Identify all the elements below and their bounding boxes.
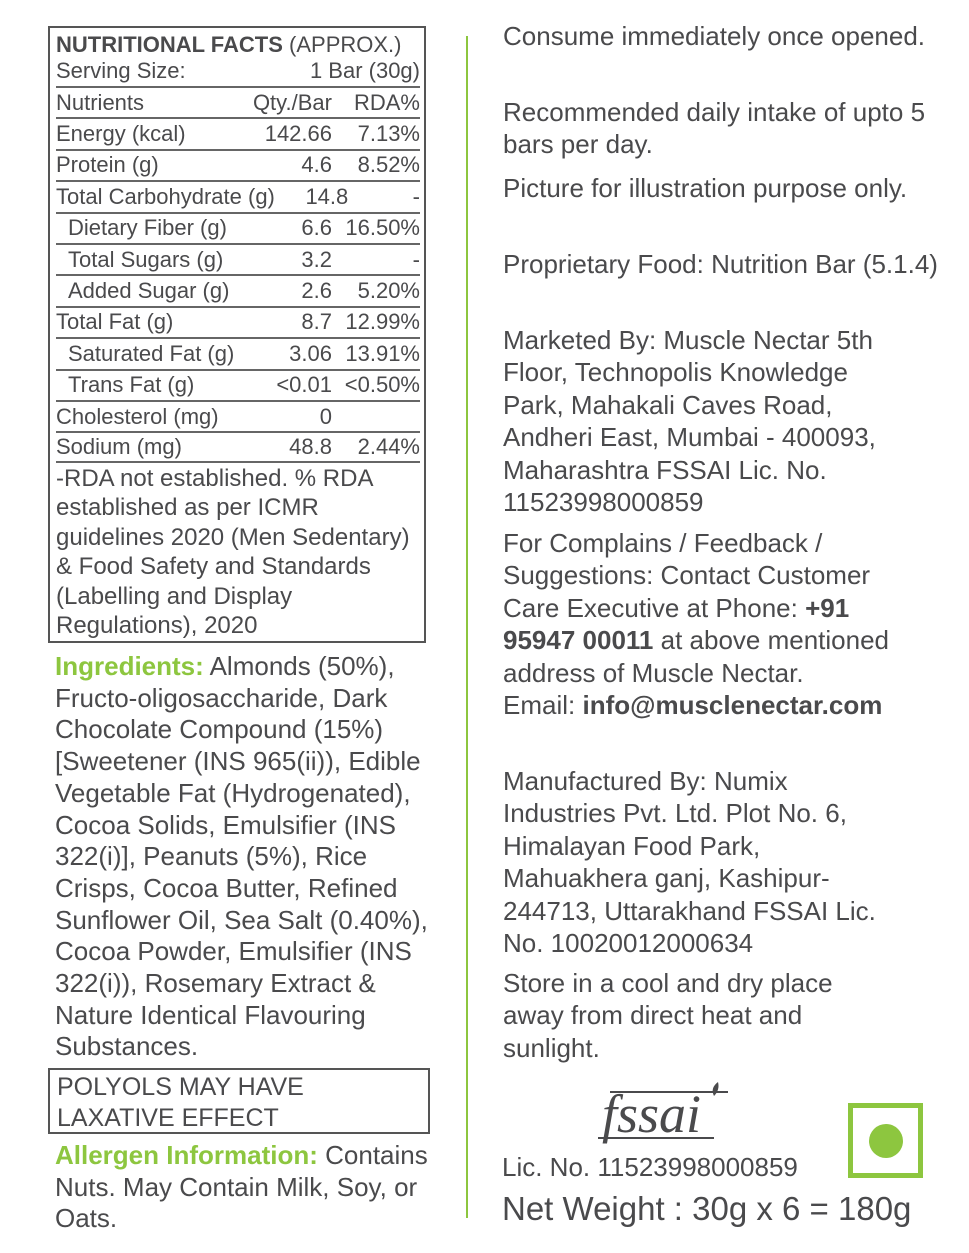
fssai-logo [594, 1080, 734, 1150]
table-header [56, 86, 420, 117]
nutrient-qty: 14.8 [305, 183, 349, 209]
email-address: info@musclenectar.com [582, 690, 883, 721]
table-row [56, 243, 420, 274]
serving-label: Serving Size: [56, 58, 186, 83]
nutrition-facts-table [48, 26, 426, 643]
complaints-info [503, 527, 893, 721]
nutrient-rda: 16.50% [345, 215, 420, 241]
illustration-note: Picture for illustration purpose only. [503, 173, 908, 203]
nutrient-name: Protein (g) [56, 152, 159, 178]
nutrient-rda: 2.44% [357, 433, 420, 459]
ingredients-text: Almonds (50%), Fructo-oligosaccharide, Dark Chocolate Compound (15%) [Sweetener (INS 965(ii)), Edible Vegetable Fat (Hydrogenated), Cocoa Solids, Emulsifier (INS 322(i)], Peanuts (5%), Rice Crisps, Cocoa Butter, Refined Sunflower Oil, Sea Salt (0.40%), Cocoa Powder, Emulsifier (INS 322(i)), Rosemary Extract & Nature Identical Flavouring Substances. [55, 651, 428, 1062]
vegetarian-icon [848, 1103, 923, 1178]
table-row [56, 306, 420, 337]
nutrition-rows [56, 86, 420, 463]
phone-number: +91 95947 00011 [503, 592, 850, 656]
table-row [56, 212, 420, 243]
nutrient-name: Trans Fat (g) [68, 372, 195, 398]
nutrient-name: Saturated Fat (g) [68, 340, 235, 366]
email-label: Email: [503, 690, 583, 721]
ingredients-label: Ingredients: [55, 651, 204, 681]
nutrient-qty: 0 [319, 403, 332, 429]
allergen-info [55, 1140, 435, 1235]
nutrient-rda: 13.91% [345, 340, 420, 366]
ingredients [55, 651, 435, 1063]
svg-text:fssai: fssai [602, 1084, 702, 1144]
nutrient-qty: 2.6 [301, 278, 332, 304]
nutrient-qty: <0.01 [276, 372, 332, 398]
complaints-text-end: at above mentioned address of Muscle Nectar. [503, 625, 890, 688]
complaints-text: For Complains / Feedback / Suggestions: Contact Customer Care Executive at Phone: [503, 528, 871, 623]
table-row [56, 180, 420, 211]
nutrient-name: Dietary Fiber (g) [68, 215, 227, 241]
header-qty: Qty./Bar [252, 89, 332, 115]
nutrient-qty: 4.6 [301, 152, 332, 178]
table-row [56, 369, 420, 400]
veg-dot [869, 1124, 903, 1158]
laxative-warning: POLYOLS MAY HAVE LAXATIVE EFFECT [48, 1068, 430, 1134]
nutrient-name: Cholesterol (mg) [56, 403, 219, 429]
nutrient-rda: - [412, 183, 420, 209]
column-divider [466, 36, 468, 1218]
nutrient-rda: 8.52% [357, 152, 420, 178]
nutrient-name: Total Carbohydrate (g) [56, 183, 275, 209]
table-row [56, 149, 420, 180]
allergen-label: Allergen Information: [55, 1140, 318, 1170]
nutrient-qty: 8.7 [301, 309, 332, 335]
nutrient-name: Total Sugars (g) [68, 246, 224, 272]
title-rest: (APPROX.) [282, 32, 402, 57]
table-row [56, 337, 420, 368]
nutrient-name: Added Sugar (g) [68, 278, 230, 304]
nutrient-qty: 142.66 [264, 121, 332, 147]
header-nutrient: Nutrients [56, 89, 145, 115]
table-row [56, 274, 420, 305]
nutrition-title [56, 32, 402, 58]
storage-note: Store in a cool and dry place away from direct heat and sunlight. [503, 968, 833, 1063]
net-weight: Net Weight : 30g x 6 = 180g [502, 1190, 912, 1227]
header-rda: RDA% [353, 89, 420, 115]
marketed-by: Marketed By: Muscle Nectar 5th Floor, Technopolis Knowledge Park, Mahakali Caves Road, Andheri East, Mumbai - 400093, Maharashtra FSSAI Lic. No. 11523998000859 [503, 325, 876, 518]
nutrient-qty: 3.06 [289, 340, 332, 366]
allergen-text: Contains Nuts. May Contain Milk, Soy, or Oats. [55, 1140, 428, 1234]
nutrient-qty: 3.2 [301, 246, 332, 272]
title-bold: NUTRITIONAL FACTS [56, 32, 283, 57]
rda-note: -RDA not established. % RDA established as per ICMR guidelines 2020 (Men Sedentary) & Food Safety and Standards (Labelling and Display Regulations), 2020 [56, 465, 410, 640]
nutrient-rda: 12.99% [345, 309, 420, 335]
nutrient-rda: 5.20% [357, 278, 420, 304]
intake-note: Recommended daily intake of upto 5 bars per day. [503, 97, 926, 160]
table-row [56, 117, 420, 148]
nutrient-rda: <0.50% [344, 372, 420, 398]
nutrient-name: Total Fat (g) [56, 309, 174, 335]
nutrient-name: Sodium (mg) [56, 433, 182, 459]
serving-size [56, 58, 420, 84]
serving-value: 1 Bar (30g) [309, 58, 420, 83]
nutrient-rda: 7.13% [357, 121, 420, 147]
nutrient-qty: 48.8 [289, 433, 332, 459]
nutrient-name: Energy (kcal) [56, 121, 186, 147]
nutrient-rda: - [412, 246, 420, 272]
manufactured-by: Manufactured By: Numix Industries Pvt. Ltd. Plot No. 6, Himalayan Food Park, Mahuakhera ganj, Kashipur- 244713, Uttarakhand FSSAI Lic. No. 10020012000634 [503, 766, 876, 959]
table-row [56, 400, 420, 431]
proprietary-food: Proprietary Food: Nutrition Bar (5.1.4) [503, 249, 938, 279]
nutrient-qty: 6.6 [301, 215, 332, 241]
table-row [56, 431, 420, 462]
consume-note: Consume immediately once opened. [503, 21, 926, 51]
license-number: Lic. No. 11523998000859 [502, 1152, 798, 1182]
